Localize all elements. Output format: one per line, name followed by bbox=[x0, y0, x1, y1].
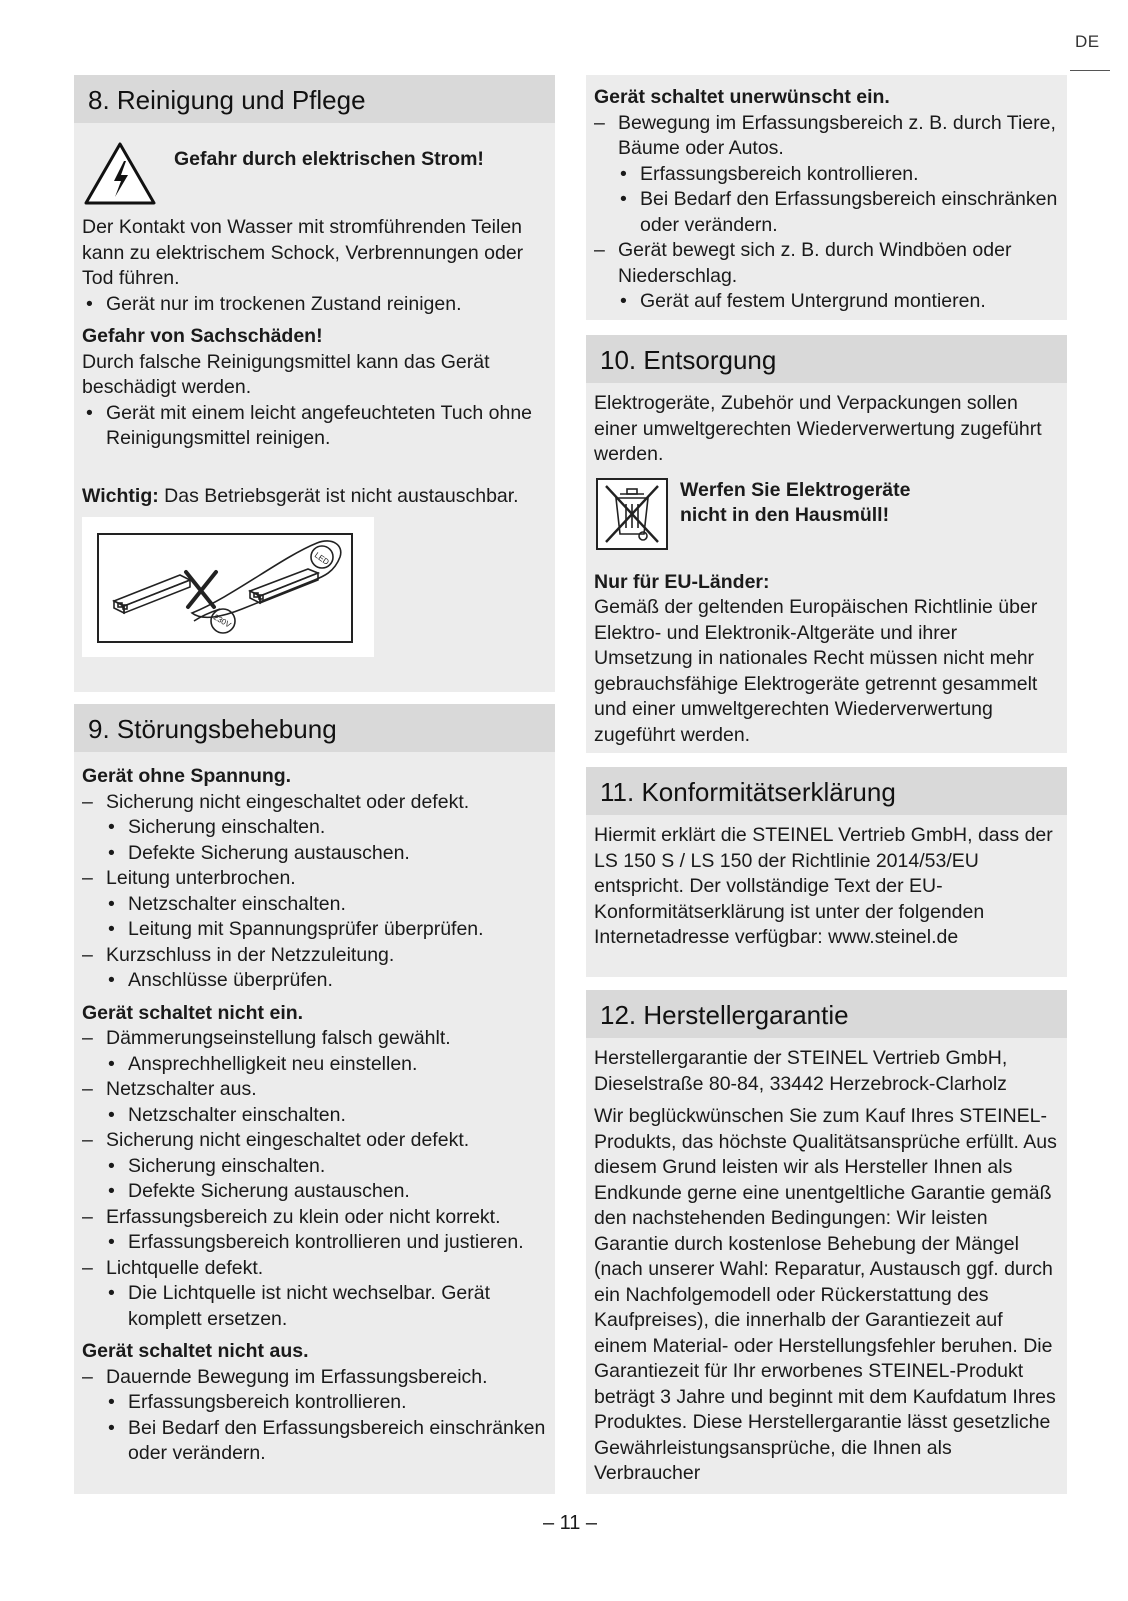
list-item: • Die Lichtquelle ist nicht wechselbar. Gerät komplett ersetzen. bbox=[82, 1281, 547, 1332]
property-damage-heading: Gefahr von Sachschäden! bbox=[82, 325, 323, 347]
page-number: – 11 – bbox=[542, 1512, 598, 1534]
list-item: • Defekte Sicherung austauschen. bbox=[82, 1179, 547, 1205]
eu-countries-heading: Nur für EU-Länder: bbox=[594, 570, 770, 593]
no-voltage-heading: Gerät ohne Spannung. bbox=[82, 765, 292, 787]
list-item: – Dämmerungseinstellung falsch gewählt. bbox=[82, 1026, 547, 1052]
list-item: • Gerät auf festem Untergrund montieren. bbox=[594, 289, 1059, 315]
list-item: • Erfassungsbereich kontrollieren und justieren. bbox=[82, 1230, 547, 1256]
section-cleaning bbox=[74, 75, 555, 692]
important-label: Wichtig: bbox=[82, 484, 159, 507]
cleaning-agent-text: Durch falsche Reinigungsmittel kann das Gerät beschädigt werden. bbox=[82, 350, 490, 398]
list-item: – Kurzschluss in der Netzzuleitung. bbox=[82, 943, 547, 969]
important-note bbox=[82, 484, 547, 510]
section-warranty-title: 12. Herstellergarantie bbox=[586, 990, 1067, 1038]
list-item: – Dauernde Bewegung im Erfassungsbereich. bbox=[82, 1365, 547, 1391]
important-text: Das Betriebsgerät ist nicht austauschbar. bbox=[158, 484, 519, 507]
does-not-switch-on-heading: Gerät schaltet nicht ein. bbox=[82, 1001, 304, 1024]
section-disposal-title: 10. Entsorgung bbox=[586, 335, 1067, 383]
language-tag-rule bbox=[1070, 70, 1110, 71]
electric-warning bbox=[82, 139, 547, 205]
conformity-text: Hiermit erklärt die STEINEL Vertrieb GmbH, dass der LS 150 S / LS 150 der Richtlinie 2014/53/EU entspricht. Der vollständige Text der EU-Konformitätserklärung ist unter der folgenden Internetadresse verfügbar: www.steinel.de bbox=[594, 824, 1053, 948]
weee-warning-line1: Werfen Sie Elektrogeräte bbox=[680, 478, 911, 501]
list-item: – Sicherung nicht eingeschaltet oder defekt. bbox=[82, 1128, 547, 1154]
list-item: – Netzschalter aus. bbox=[82, 1077, 547, 1103]
eu-directive-text: Gemäß der geltenden Europäischen Richtlinie über Elektro- und Elektronik-Altgeräte und ihrer Umsetzung in nationales Recht müssen nicht mehr gebrauchsfähige Elektrogeräte getrennt gesammelt und einer umweltgerechten Wiederverwertung zugeführt werden. bbox=[594, 596, 1038, 746]
list-item: • Bei Bedarf den Erfassungsbereich einschränken oder verändern. bbox=[594, 187, 1059, 238]
section-conformity bbox=[586, 767, 1067, 977]
list-item: – Erfassungsbereich zu klein oder nicht korrekt. bbox=[82, 1205, 547, 1231]
crossed-bin-icon bbox=[596, 478, 668, 550]
does-not-switch-off-heading: Gerät schaltet nicht aus. bbox=[82, 1340, 309, 1362]
weee-warning-line2: nicht in den Hausmüll! bbox=[680, 504, 890, 526]
section-troubleshooting-title: 9. Störungsbehebung bbox=[74, 704, 555, 752]
list-item: • Netzschalter einschalten. bbox=[82, 1103, 547, 1129]
electric-hazard-icon bbox=[84, 141, 156, 205]
list-item: – Lichtquelle defekt. bbox=[82, 1256, 547, 1282]
list-item: • Anschlüsse überprüfen. bbox=[82, 968, 547, 994]
list-item: – Gerät bewegt sich z. B. durch Windböen oder Niederschlag. bbox=[594, 238, 1059, 289]
list-item: – Sicherung nicht eingeschaltet oder defekt. bbox=[82, 790, 547, 816]
section-conformity-title: 11. Konformitätserklärung bbox=[586, 767, 1067, 815]
language-tag: DE bbox=[1075, 32, 1100, 51]
warranty-issuer-text: Herstellergarantie der STEINEL Vertrieb GmbH, Dieselstraße 80-84, 33442 Herzebrock-Clarholz bbox=[594, 1047, 1008, 1095]
list-item: • Gerät nur im trockenen Zustand reinigen. bbox=[82, 292, 547, 318]
weee-notice bbox=[594, 478, 1059, 550]
led-label: LED bbox=[312, 550, 331, 567]
voltage-label: 230V bbox=[211, 612, 233, 630]
list-item: • Netzschalter einschalten. bbox=[82, 892, 547, 918]
warranty-terms-text: Wir beglückwünschen Sie zum Kauf Ihres STEINEL-Produkts, das höchste Qualitätsansprüche erfüllt. Aus diesem Grund leisten wir als Hersteller Ihnen als Endkunde gerne eine unentgeltliche Garantie gemäß den nachstehenden Bedingungen: Wir leisten Garantie durch kostenlose Behebung der Mängel (nach unserer Wahl: Reparatur, Austausch ggf. durch ein Nachfolgemodell oder Rückerstattung des Kaufpreises), die innerhalb der Garantiezeit auf einem Material- oder Herstellungsfehler beruhen. Die Garantiezeit für Ihr erworbenes STEINEL-Produkt beträgt 3 Jahre und beginnt mit dem Kaufdatum Ihres Produktes. Diese Herstellergarantie lässt gesetzliche Gewährleistungsansprüche, die Ihnen als Verbraucher bbox=[594, 1105, 1057, 1484]
unwanted-switch-on-heading: Gerät schaltet unerwünscht ein. bbox=[594, 86, 890, 108]
list-item: • Sicherung einschalten. bbox=[82, 815, 547, 841]
ballast-not-replaceable-figure bbox=[82, 517, 374, 657]
disposal-text: Elektrogeräte, Zubehör und Verpackungen sollen einer umweltgerechten Wiederverwertung zugeführt werden. bbox=[594, 392, 1042, 465]
list-item: – Leitung unterbrochen. bbox=[82, 866, 547, 892]
list-item: • Erfassungsbereich kontrollieren. bbox=[82, 1390, 547, 1416]
list-item: • Sicherung einschalten. bbox=[82, 1154, 547, 1180]
section-troubleshooting-continued bbox=[586, 75, 1067, 320]
list-item: – Bewegung im Erfassungsbereich z. B. durch Tiere, Bäume oder Autos. bbox=[594, 111, 1059, 162]
electric-warning-text: Gefahr durch elektrischen Strom! bbox=[174, 148, 484, 170]
section-cleaning-title: 8. Reinigung und Pflege bbox=[74, 75, 555, 123]
section-warranty bbox=[586, 990, 1067, 1494]
list-item: • Gerät mit einem leicht angefeuchteten Tuch ohne Reinigungsmittel reinigen. bbox=[82, 401, 547, 452]
section-disposal bbox=[586, 335, 1067, 753]
list-item: • Bei Bedarf den Erfassungsbereich einschränken oder verändern. bbox=[82, 1416, 547, 1467]
list-item: • Erfassungsbereich kontrollieren. bbox=[594, 162, 1059, 188]
water-contact-text: Der Kontakt von Wasser mit stromführenden Teilen kann zu elektrischem Schock, Verbrennungen oder Tod führen. bbox=[82, 216, 524, 289]
weee-warning bbox=[680, 478, 910, 529]
list-item: • Leitung mit Spannungsprüfer überprüfen. bbox=[82, 917, 547, 943]
list-item: • Ansprechhelligkeit neu einstellen. bbox=[82, 1052, 547, 1078]
list-item: • Defekte Sicherung austauschen. bbox=[82, 841, 547, 867]
section-troubleshooting bbox=[74, 704, 555, 1494]
